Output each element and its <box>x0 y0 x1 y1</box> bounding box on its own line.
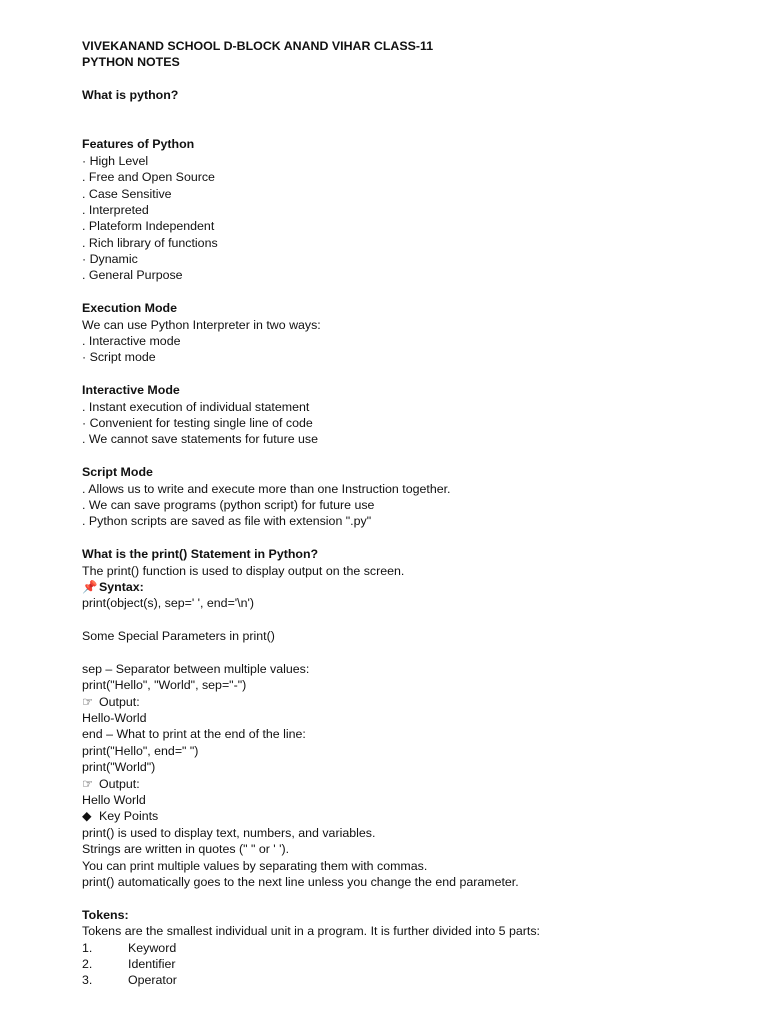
token-label: Operator <box>128 973 177 988</box>
pushpin-icon: 📌 <box>82 579 98 594</box>
interactive-mode-item: · Convenient for testing single line of code <box>82 416 313 430</box>
spacer <box>82 530 742 546</box>
execution-mode-item: · Script mode <box>82 350 156 365</box>
output-line <box>82 776 742 792</box>
features-item: · High Level <box>82 153 149 168</box>
script-mode-item: . We can save programs (python script) for future use <box>82 497 375 512</box>
features-item: . Interpreted <box>82 202 149 217</box>
features-item: . Plateform Independent <box>82 219 215 234</box>
key-point: print() is used to display text, numbers, and variables. <box>82 825 376 840</box>
token-item <box>82 972 742 988</box>
sep-description: sep – Separator between multiple values: <box>82 661 310 676</box>
execution-mode-item: . Interactive mode <box>82 334 181 349</box>
spacer <box>82 104 742 137</box>
features-heading: Features of Python <box>82 137 195 152</box>
token-number: 3. <box>82 973 93 988</box>
features-item: . Case Sensitive <box>82 186 172 201</box>
spacer <box>82 284 742 300</box>
spacer <box>82 71 742 87</box>
key-point: You can print multiple values by separating them with commas. <box>82 858 428 873</box>
token-item <box>82 940 742 956</box>
token-item <box>82 956 742 972</box>
pointing-hand-icon: ☞ <box>82 776 94 791</box>
end-description: end – What to print at the end of the line: <box>82 727 306 742</box>
key-point: print() automatically goes to the next line unless you change the end parameter. <box>82 874 519 889</box>
end-code-line: print("Hello", end=" ") <box>82 743 199 758</box>
script-mode-heading: Script Mode <box>82 465 153 480</box>
features-item: . General Purpose <box>82 268 183 283</box>
notes-title: PYTHON NOTES <box>82 55 180 70</box>
document-page <box>82 38 742 989</box>
tokens-heading: Tokens: <box>82 907 129 922</box>
spacer <box>82 890 742 906</box>
print-heading: What is the print() Statement in Python? <box>82 547 319 562</box>
sep-output: Hello-World <box>82 711 147 726</box>
execution-mode-intro: We can use Python Interpreter in two ways: <box>82 317 321 332</box>
print-intro: The print() function is used to display output on the screen. <box>82 563 405 578</box>
token-label: Identifier <box>128 956 176 971</box>
syntax-line <box>82 579 742 595</box>
output-line <box>82 694 742 710</box>
interactive-mode-item: . We cannot save statements for future use <box>82 432 319 447</box>
key-points-label: Key Points <box>99 809 159 824</box>
key-points-line <box>82 808 742 824</box>
school-title: VIVEKANAND SCHOOL D-BLOCK ANAND VIHAR CLASS-11 <box>82 39 434 53</box>
pointing-hand-icon: ☞ <box>82 694 94 709</box>
features-item: · Dynamic <box>82 252 138 267</box>
output-label: Output: <box>99 694 140 709</box>
tokens-intro: Tokens are the smallest individual unit in a program. It is further divided into 5 parts: <box>82 924 540 939</box>
output-label: Output: <box>99 776 140 791</box>
interactive-mode-heading: Interactive Mode <box>82 383 180 398</box>
spacer <box>82 612 742 628</box>
token-number: 2. <box>82 956 93 971</box>
special-params-text: Some Special Parameters in print() <box>82 629 275 644</box>
end-output: Hello World <box>82 792 146 807</box>
end-code-line: print("World") <box>82 760 156 775</box>
spacer <box>82 644 742 660</box>
spacer <box>82 366 742 382</box>
diamond-bullet-icon: ◆ <box>82 809 92 824</box>
features-item: . Free and Open Source <box>82 170 215 185</box>
interactive-mode-item: . Instant execution of individual statement <box>82 399 310 414</box>
token-label: Keyword <box>128 940 177 955</box>
what-is-python-heading: What is python? <box>82 88 179 103</box>
spacer <box>82 448 742 464</box>
syntax-label: Syntax: <box>99 579 144 594</box>
execution-mode-heading: Execution Mode <box>82 301 178 316</box>
script-mode-item: . Allows us to write and execute more than one Instruction together. <box>82 481 451 496</box>
key-point: Strings are written in quotes (" " or ' '). <box>82 842 290 857</box>
syntax-code: print(object(s), sep=' ', end='\n') <box>82 596 254 611</box>
features-item: . Rich library of functions <box>82 235 218 250</box>
sep-code: print("Hello", "World", sep="-") <box>82 678 247 693</box>
script-mode-item: . Python scripts are saved as file with extension ".py" <box>82 514 372 529</box>
token-number: 1. <box>82 940 93 955</box>
